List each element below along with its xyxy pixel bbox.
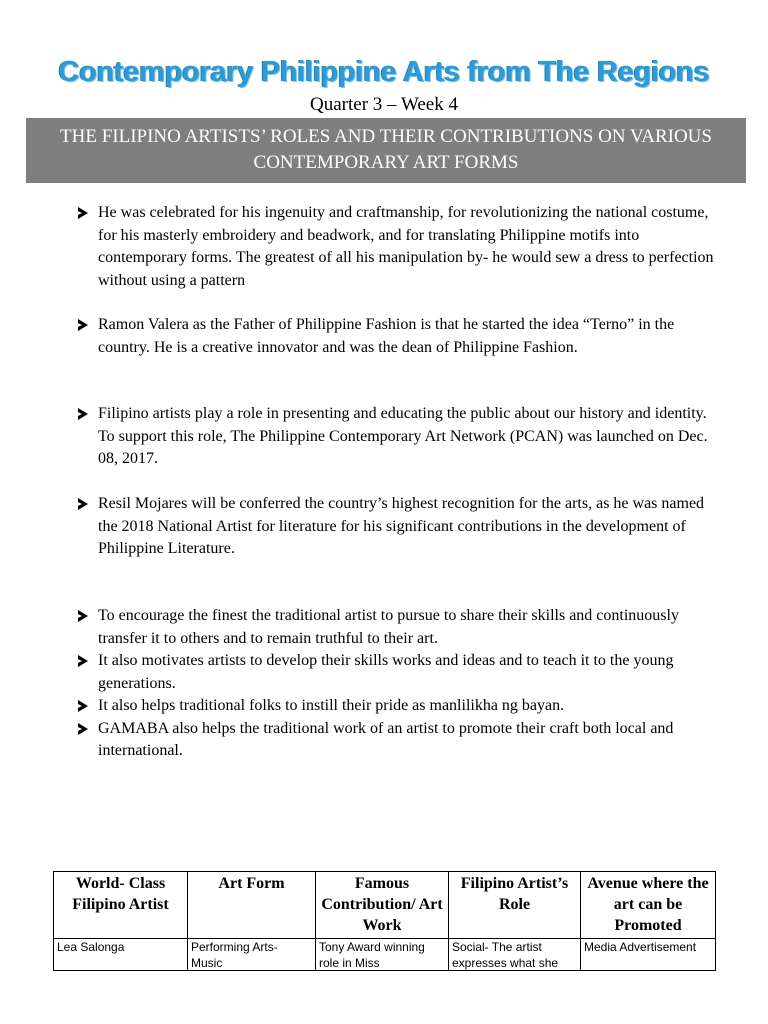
cell-text: Performing Arts- Music [191, 940, 278, 970]
arrow-bullet-icon [78, 610, 88, 622]
arrow-bullet-icon [78, 655, 88, 667]
column-header: Art Form [188, 872, 316, 939]
table-cell [316, 939, 449, 971]
arrow-bullet-icon [78, 319, 88, 331]
cell-text: Media Advertisement [584, 940, 697, 954]
table-cell [188, 939, 316, 971]
bullet-text: Resil Mojares will be conferred the country’s highest recognition for the arts, as he was named the 2018 National Artist for literature for his significant contributions in the development of Philippine Literature. [98, 495, 705, 557]
document-title: Contemporary Philippine Arts from The Regions [58, 56, 710, 88]
column-header: Filipino Artist’s Role [449, 872, 581, 939]
arrow-bullet-icon [78, 723, 88, 735]
bullet-item [78, 605, 718, 650]
table-cell [581, 939, 716, 971]
cell-text: Tony Award winning role in Miss [319, 940, 425, 970]
bullet-text: He was celebrated for his ingenuity and craftmanship, for revolutionizing the national costume, for his masterly embroidery and beadwork, and for translating Philippine motifs into contemporary forms. The greatest of all his manipulation by- he would sew a dress to perfection without using a pattern [98, 204, 714, 289]
column-header: Avenue where the art can be Promoted [581, 872, 716, 939]
bullet-item [78, 650, 718, 695]
arrow-bullet-icon [78, 498, 88, 510]
bullet-item [78, 202, 718, 292]
bullet-text: Filipino artists play a role in presenting and educating the public about our history and identity. To support this role, The Philippine Contemporary Art Network (PCAN) was launched on Dec. 08, 2017. [98, 405, 708, 467]
bullet-text: It also helps traditional folks to instill their pride as manlilikha ng bayan. [98, 697, 565, 714]
cell-text: Social- The artist expresses what she [452, 940, 559, 970]
section-banner [26, 118, 746, 183]
bullet-list-3 [78, 403, 718, 471]
bullet-list-1 [78, 202, 718, 292]
arrow-bullet-icon [78, 700, 88, 712]
document-subtitle: Quarter 3 – Week 4 [310, 94, 458, 115]
table-row [54, 939, 716, 971]
table-cell [54, 939, 188, 971]
bullet-text: To encourage the finest the traditional artist to pursue to share their skills and continuously transfer it to others and to remain truthful to their art. [98, 607, 679, 647]
bullet-item [78, 403, 718, 471]
bullet-list-5 [78, 605, 718, 763]
bullet-item [78, 493, 718, 561]
bullet-item [78, 695, 718, 718]
cell-text: Lea Salonga [57, 940, 125, 954]
bullet-list-2 [78, 314, 718, 359]
banner-line-2: CONTEMPORARY ART FORMS [253, 152, 519, 173]
artists-table [53, 871, 716, 971]
column-header: World- Class Filipino Artist [54, 872, 188, 939]
column-header: Famous Contribution/ Art Work [316, 872, 449, 939]
table-header-row [54, 872, 716, 939]
bullet-item [78, 718, 718, 763]
bullet-item [78, 314, 718, 359]
bullet-text: Ramon Valera as the Father of Philippine Fashion is that he started the idea “Terno” in the country. He is a creative innovator and was the dean of Philippine Fashion. [98, 316, 675, 356]
bullet-list-4 [78, 493, 718, 561]
table-cell [449, 939, 581, 971]
banner-line-1: THE FILIPINO ARTISTS’ ROLES AND THEIR CONTRIBUTIONS ON VARIOUS [60, 126, 712, 147]
bullet-text: GAMABA also helps the traditional work of an artist to promote their craft both local and international. [98, 719, 674, 759]
arrow-bullet-icon [78, 408, 88, 420]
arrow-bullet-icon [78, 207, 88, 219]
bullet-text: It also motivates artists to develop their skills works and ideas and to teach it to the young generations. [98, 652, 674, 692]
